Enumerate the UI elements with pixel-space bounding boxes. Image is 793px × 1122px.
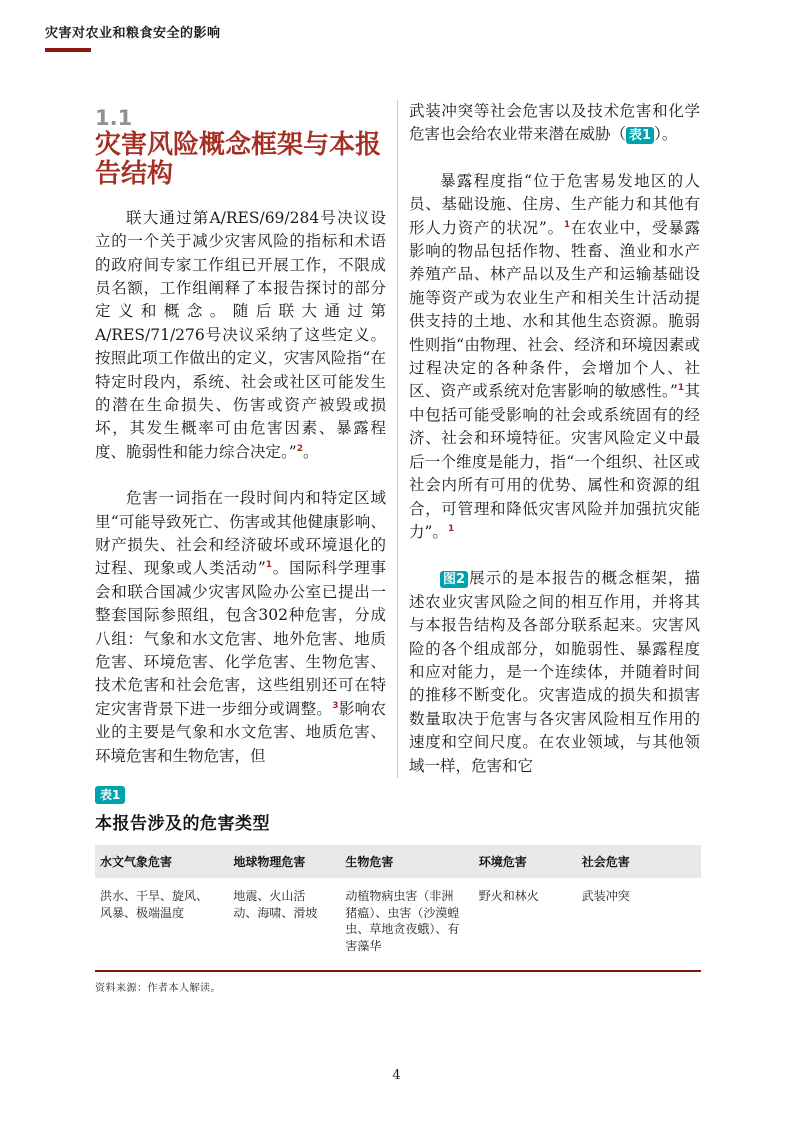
table-cell: 地震、火山活动、海啸、滑坡: [228, 878, 340, 971]
table-cell: 武装冲突: [577, 878, 701, 971]
paragraph: [95, 487, 386, 768]
running-header: [45, 22, 221, 52]
table-cell: 动植物病虫害（非洲猪瘟）、虫害（沙漠蝗虫、草地贪夜蛾）、有害藻华: [340, 878, 473, 971]
paragraph: [409, 170, 700, 545]
left-column: [95, 98, 386, 778]
table-cell: 野火和林火: [474, 878, 577, 971]
section-title: 灾害风险概念框架与本报告结构: [95, 130, 382, 190]
footnote-marker: 1: [677, 383, 685, 394]
right-column: [409, 98, 700, 778]
body-text: 。: [302, 442, 319, 461]
column-header: 生物危害: [340, 845, 473, 878]
hazard-table: [95, 845, 701, 972]
table1-ref-badge[interactable]: 表1: [626, 127, 654, 144]
hazard-table-section: [95, 784, 701, 994]
table-label-badge: 表1: [95, 786, 125, 804]
column-divider: [397, 100, 398, 778]
column-header: 水文气象危害: [95, 845, 228, 878]
body-text: 影响农业的主要是气象和水文危害、地质危害、环境危害和生物危害，但: [95, 699, 386, 765]
body-text: 展示的是本报告的概念框架，描述农业灾害风险之间的相互作用，并将其与本报告结构及各部分联系起来。灾害风险的各个组成部分，如脆弱性、暴露程度和应对能力，是一个连续体，并随着时间的推移不断变化。灾害造成的损失和损害数量取决于危害与各灾害风险相互作用的速度和空间尺度。在农业领域，与其他领域一样，危害和它: [409, 569, 700, 775]
table-title: 本报告涉及的危害类型: [95, 814, 270, 834]
table-cell: 洪水、干旱、旋风、风暴、极端温度: [95, 878, 228, 971]
footnote-marker: 3: [332, 700, 339, 711]
table-header-row: [95, 845, 701, 878]
body-text: 。国际科学理事会和联合国减少灾害风险办公室已提出一整套国际参照组，包含302种危害，分成八组：气象和水文危害、地外危害、地质危害、环境危害、化学危害、生物危害、技术危害和社会危害，这些组别还可在特定灾害背景下进一步细分或调整。: [95, 559, 386, 718]
body-text: ）。: [654, 125, 678, 144]
footnote-marker: 1: [265, 560, 273, 571]
running-header-title: 灾害对农业和粮食安全的影响: [45, 26, 221, 41]
footnote-marker: 1: [563, 219, 571, 230]
body-text: 在农业中，受暴露影响的物品包括作物、牲畜、渔业和水产养殖产品、林产品以及生产和运输基础设施等资产或为农业生产和相关生计活动提供支持的土地、水和其他生态资源。脆弱性则指“由物理、社会、经济和环境因素或过程决定的各种条件，会增加个人、社区、资产或系统对危害影响的敏感性。”: [409, 218, 700, 401]
paragraph: [409, 567, 700, 778]
body-text: 危害一词指在一段时间内和特定区域里“可能导致死亡、伤害或其他健康影响、财产损失、社会和经济破坏或环境退化的过程、现象或人类活动”: [95, 489, 386, 578]
footnote-marker: 1: [447, 523, 455, 534]
body-text: 其中包括可能受影响的社会或系统固有的经济、社会和环境特征。灾害风险定义中最后一个维度是能力，指“一个组织、社区或社会内所有可用的优势、属性和资源的组合，可管理和降低灾害风险并加强抗灾能力”。: [409, 382, 700, 541]
text-block: [95, 98, 701, 778]
right-column-paragraphs: [409, 100, 700, 778]
footnote-marker: 2: [296, 443, 303, 454]
header-rule: [45, 48, 91, 52]
page-number: 4: [392, 1068, 401, 1083]
table-source-note: 资料来源：作者本人解读。: [95, 983, 221, 994]
paragraph: [409, 100, 700, 147]
paragraph: [95, 207, 386, 464]
column-header: 社会危害: [577, 845, 701, 878]
column-header: 环境危害: [474, 845, 577, 878]
body-text: 联大通过第A/RES/69/284号决议设立的一个关于减少灾害风险的指标和术语的政府间专家工作组已开展工作，不限成员名额，工作组阐释了本报告探讨的部分定义和概念。随后联大通过第A/RES/71/276号决议采纳了这些定义。按照此项工作做出的定义，灾害风险指“在特定时段内，系统、社会或社区可能发生的潜在生命损失、伤害或资产被毁或损坏，其发生概率可由危害因素、暴露程度、脆弱性和能力综合决定。”: [95, 208, 386, 461]
column-header: 地球物理危害: [228, 845, 340, 878]
body-text: 暴露程度指“位于危害易发地区的人员、基础设施、住房、生产能力和其他有形人力资产的状况”。: [409, 171, 700, 237]
section-number: 1.1: [95, 106, 133, 130]
figure2-ref-badge[interactable]: 图2: [440, 571, 468, 588]
left-column-paragraphs: [95, 207, 386, 768]
table-row: [95, 878, 701, 971]
body-text: 武装冲突等社会危害以及技术危害和化学危害也会给农业带来潜在威胁（: [409, 102, 700, 144]
